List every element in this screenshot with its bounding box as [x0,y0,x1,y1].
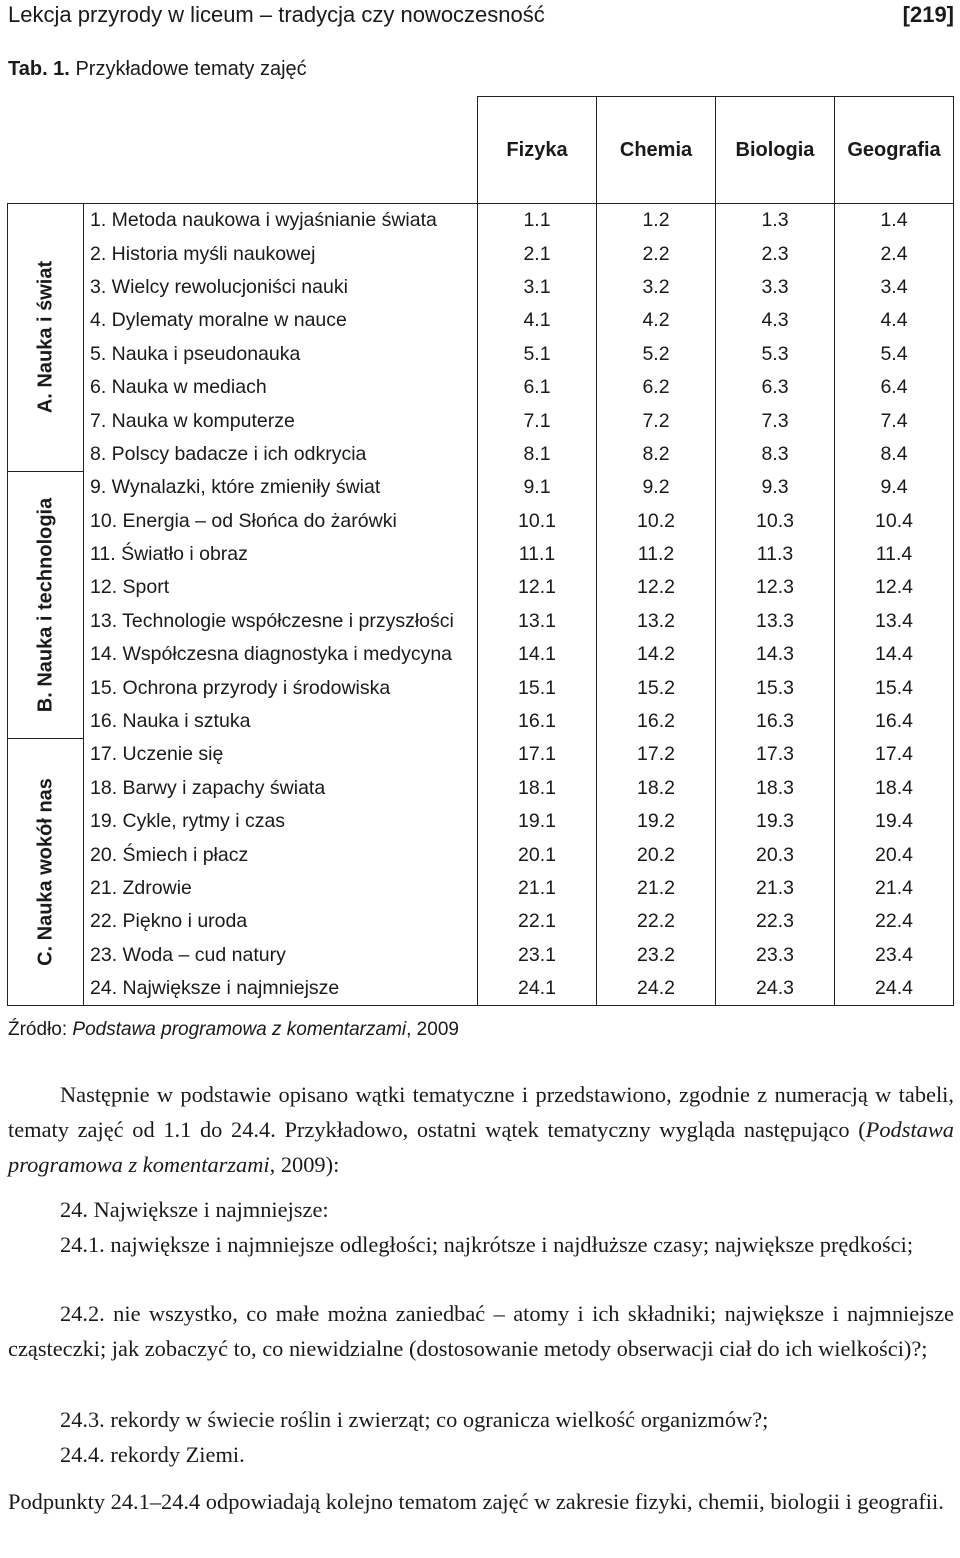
number-cell: 20.3 [716,838,835,871]
number-cell: 16.1 [478,705,597,738]
topic-cell: 9. Wynalazki, które zmieniły świat [90,476,381,499]
topic-cell: 11. Światło i obraz [90,543,248,566]
paragraph-intro-year: 2009): [275,1152,340,1177]
number-cell: 1.4 [835,204,954,238]
table-row [8,738,954,771]
number-cell: 21.2 [597,872,716,905]
topic-cell: 8. Polscy badacze i ich odkrycia [90,442,367,465]
number-cell: 15.1 [478,671,597,704]
number-cell: 6.4 [835,371,954,404]
number-cell: 14.3 [716,638,835,671]
number-cell: 11.1 [478,538,597,571]
table-row [8,338,954,371]
topic-cell: 4. Dylematy moralne w nauce [90,309,347,332]
number-cell: 16.4 [835,705,954,738]
table-row [8,271,954,304]
section-label: A. Nauka i świat [34,261,56,414]
number-cell: 9.4 [835,471,954,504]
section-label-cell [8,471,84,738]
table-caption-label: Tab. 1. [8,58,70,80]
number-cell: 4.2 [597,304,716,337]
number-cell: 2.3 [716,237,835,270]
table-row [8,371,954,404]
number-cell: 19.1 [478,805,597,838]
number-cell: 13.4 [835,605,954,638]
topic-cell: 5. Nauka i pseudonauka [90,342,301,365]
topic-cell: 15. Ochrona przyrody i środowiska [90,676,391,699]
table-body [8,204,954,1006]
number-cell: 5.3 [716,338,835,371]
topic-cell: 2. Historia myśli naukowej [90,242,316,265]
topic-cell: 20. Śmiech i płacz [90,843,249,866]
paragraph-intro-text: Następnie w podstawie opisano wątki tematyczne i przedstawiono, zgodnie z numeracją w tabeli, tematy zajęć od 1.1 do 24.4. Przykładowo, ostatni wątek tematyczny wygląda następująco ( [8,1082,954,1142]
table-caption-text: Przykładowe tematy zajęć [75,58,307,80]
number-cell: 23.4 [835,939,954,972]
table-row [8,772,954,805]
number-cell: 17.2 [597,738,716,771]
number-cell: 13.3 [716,605,835,638]
table-row [8,805,954,838]
number-cell: 4.1 [478,304,597,337]
number-cell: 18.2 [597,772,716,805]
topic-cell: 17. Uczenie się [90,743,224,766]
table-row [8,671,954,704]
number-cell: 12.3 [716,571,835,604]
topic-cell: 12. Sport [90,576,170,599]
number-cell: 24.4 [835,972,954,1006]
number-cell: 19.2 [597,805,716,838]
number-cell: 23.2 [597,939,716,972]
number-cell: 16.2 [597,705,716,738]
number-cell: 15.4 [835,671,954,704]
table-source [8,1019,459,1041]
topic-item-24-2: 24.2. nie wszystko, co małe można zaniedbać – atomy i ich składniki; największe i najmniejsze cząsteczki; jak zobaczyć to, co niewidzialne (dostosowanie metody obserwacji ciał do ich wielkości)?; [8,1301,954,1361]
number-cell: 20.1 [478,838,597,871]
table-header-row [8,97,954,204]
section-label: C. Nauka wokół nas [34,778,56,966]
number-cell: 18.4 [835,772,954,805]
number-cell: 9.2 [597,471,716,504]
number-cell: 2.1 [478,237,597,270]
source-title: Podstawa programowa z komentarzami [72,1019,407,1040]
number-cell: 17.1 [478,738,597,771]
number-cell: 1.3 [716,204,835,238]
number-cell: 21.4 [835,872,954,905]
header-empty-cell [8,97,84,204]
table-row [8,571,954,604]
paragraph-final: Podpunkty 24.1–24.4 odpowiadają kolejno tematom zajęć w zakresie fizyki, chemii, biologii i geografii. [8,1489,944,1514]
number-cell: 17.3 [716,738,835,771]
number-cell: 3.2 [597,271,716,304]
topic-cell: 24. Największe i najmniejsze [84,972,478,1006]
column-header-chemia: Chemia [597,97,716,204]
page-number: [219] [902,2,954,27]
number-cell: 7.1 [478,404,597,437]
column-header-fizyka: Fizyka [478,97,597,204]
table-row [8,438,954,471]
number-cell: 13.2 [597,605,716,638]
table-row [8,204,954,238]
number-cell: 7.2 [597,404,716,437]
topic-cell: 1. Metoda naukowa i wyjaśnianie świata [84,204,478,238]
table-row [8,972,954,1006]
number-cell: 8.3 [716,438,835,471]
number-cell: 2.2 [597,237,716,270]
number-cell: 8.4 [835,438,954,471]
section-label: B. Nauka i technologia [34,497,56,712]
table-row [8,237,954,270]
number-cell: 11.2 [597,538,716,571]
section-label-cell [8,204,84,472]
number-cell: 21.1 [478,872,597,905]
number-cell: 17.4 [835,738,954,771]
number-cell: 22.3 [716,905,835,938]
number-cell: 12.4 [835,571,954,604]
number-cell: 19.4 [835,805,954,838]
table-row [8,304,954,337]
number-cell: 5.1 [478,338,597,371]
number-cell: 14.4 [835,638,954,671]
table-row [8,939,954,972]
number-cell: 13.1 [478,605,597,638]
number-cell: 10.1 [478,505,597,538]
table-row [8,638,954,671]
number-cell: 20.2 [597,838,716,871]
number-cell: 7.3 [716,404,835,437]
number-cell: 6.1 [478,371,597,404]
table-row [8,705,954,738]
number-cell: 18.3 [716,772,835,805]
number-cell: 3.1 [478,271,597,304]
table-row [8,471,954,504]
number-cell: 4.3 [716,304,835,337]
section-label-cell [8,738,84,1006]
number-cell: 1.2 [597,204,716,238]
topic-cell: 21. Zdrowie [90,877,192,899]
number-cell: 9.1 [478,471,597,504]
topic-cell: 13. Technologie współczesne i przyszłości [90,609,454,632]
number-cell: 2.4 [835,237,954,270]
number-cell: 23.1 [478,939,597,972]
topic-cell: 6. Nauka w mediach [90,376,267,399]
topic-item-24-4: 24.4. rekordy Ziemi. [60,1442,245,1467]
number-cell: 11.4 [835,538,954,571]
topic-cell: 22. Piękno i uroda [90,910,248,933]
topic-cell: 23. Woda – cud natury [90,943,286,966]
number-cell: 15.2 [597,671,716,704]
number-cell: 10.3 [716,505,835,538]
number-cell: 1.1 [478,204,597,238]
table-row [8,838,954,871]
number-cell: 9.3 [716,471,835,504]
topic-cell: 10. Energia – od Słońca do żarówki [90,509,397,532]
number-cell: 3.4 [835,271,954,304]
topic-cell: 16. Nauka i sztuka [90,710,251,733]
topic-item-24-3: 24.3. rekordy w świecie roślin i zwierząt; co ogranicza wielkość organizmów?; [60,1407,769,1432]
source-suffix: , 2009 [406,1019,459,1040]
topic-item-24-1: 24.1. największe i najmniejsze odległości; najkrótsze i najdłuższe czasy; największe prędkości; [60,1232,914,1257]
number-cell: 22.2 [597,905,716,938]
number-cell: 8.2 [597,438,716,471]
number-cell: 3.3 [716,271,835,304]
number-cell: 23.3 [716,939,835,972]
number-cell: 18.1 [478,772,597,805]
number-cell: 16.3 [716,705,835,738]
number-cell: 6.3 [716,371,835,404]
topic-cell: 14. Współczesna diagnostyka i medycyna [90,643,453,666]
number-cell: 5.4 [835,338,954,371]
number-cell: 5.2 [597,338,716,371]
number-cell: 7.4 [835,404,954,437]
number-cell: 19.3 [716,805,835,838]
number-cell: 24.1 [478,972,597,1006]
topics-table-wrap [7,96,953,1006]
number-cell: 14.2 [597,638,716,671]
number-cell: 22.1 [478,905,597,938]
number-cell: 6.2 [597,371,716,404]
number-cell: 10.2 [597,505,716,538]
column-header-biologia: Biologia [716,97,835,204]
running-head [8,2,954,36]
number-cell: 12.2 [597,571,716,604]
table-row [8,404,954,437]
number-cell: 20.4 [835,838,954,871]
number-cell: 8.1 [478,438,597,471]
table-row [8,872,954,905]
topic-cell: 19. Cykle, rytmy i czas [90,810,286,833]
topic-cell: 3. Wielcy rewolucjoniści nauki [90,275,348,298]
source-prefix: Źródło: [8,1019,73,1040]
number-cell: 22.4 [835,905,954,938]
paragraph-intro [8,1077,954,1182]
number-cell: 4.4 [835,304,954,337]
number-cell: 24.2 [597,972,716,1006]
number-cell: 10.4 [835,505,954,538]
paragraph-intro-citation: Podstawa programowa z komentarzami, [8,1117,954,1177]
running-head-title: Lekcja przyrody w liceum – tradycja czy nowoczesność [8,2,545,27]
header-empty-cell [84,97,478,204]
number-cell: 21.3 [716,872,835,905]
number-cell: 15.3 [716,671,835,704]
number-cell: 14.1 [478,638,597,671]
table-row [8,605,954,638]
table-row [8,538,954,571]
table-row [8,905,954,938]
number-cell: 12.1 [478,571,597,604]
topic-heading: 24. Największe i najmniejsze: [60,1197,329,1222]
number-cell: 11.3 [716,538,835,571]
topic-cell: 7. Nauka w komputerze [90,409,295,432]
column-header-geografia: Geografia [835,97,954,204]
topics-table [7,96,954,1006]
number-cell: 24.3 [716,972,835,1006]
table-row [8,505,954,538]
topic-cell: 18. Barwy i zapachy świata [90,776,326,799]
table-caption [8,58,307,81]
